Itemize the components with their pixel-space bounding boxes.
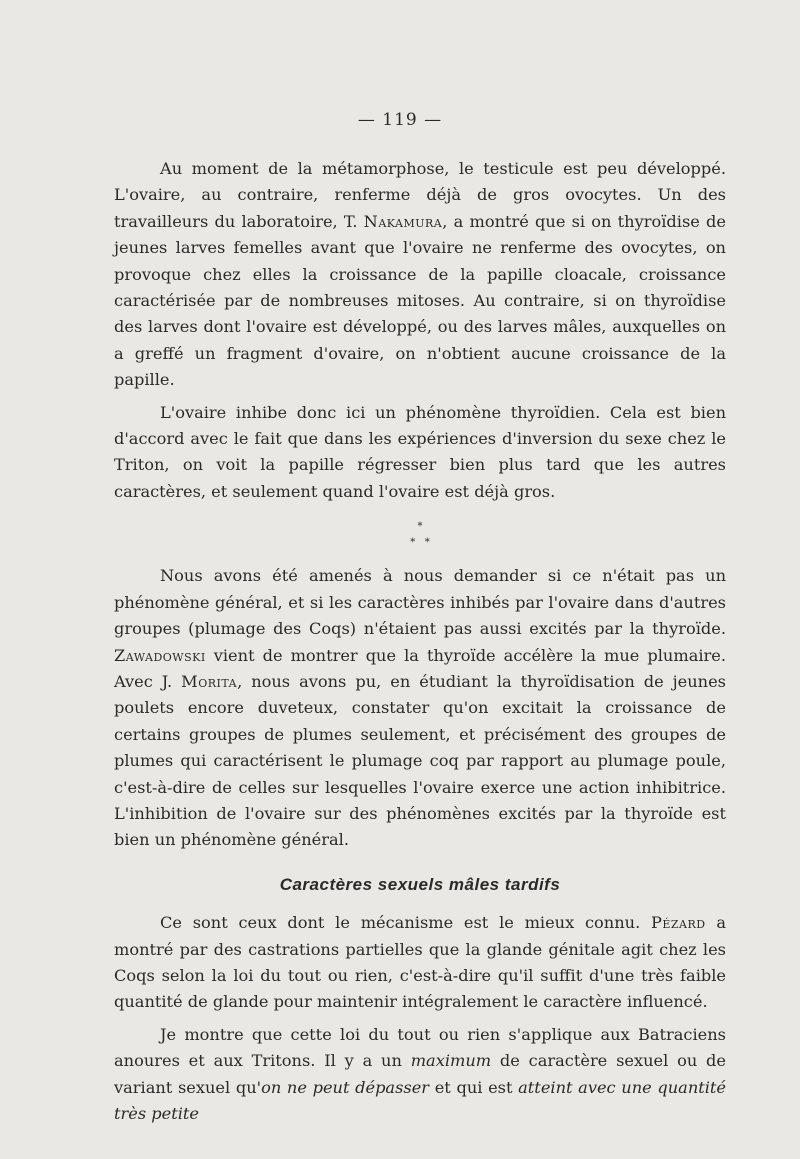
author-name: Zawadowski — [114, 645, 206, 665]
paragraph-2: L'ovaire inhibe donc ici un phénomène thyroïdien. Cela est bien d'accord avec le fait que dans les expériences d'inversion du sexe chez le Triton, on voit la papille régresser bien plus tard que les autres caractères, et seulement quand l'ovaire est déjà gros. — [114, 402, 726, 501]
paragraph-5: Je montre que cette loi du tout ou rien s'applique aux Batraciens anoures et aux Tritons. Il y a un maximum de caractère sexuel ou de variant sexuel qu'on ne peut dépasser et qui est atteint avec une quantité très petite — [114, 1024, 727, 1123]
paragraph-3: Nous avons été amenés à nous demander si ce n'était pas un phénomène général, et si les caractères inhibés par l'ovaire dans d'autres groupes (plumage des Coqs) n'étaient pas aussi excités par la thyroïde. Zawadowski vient de montrer que la thyroïde accélère la mue plumaire. Avec J. Morita, nous avons pu, en étudiant la thyroïdisation de jeunes poulets encore duveteux, constater qu'on excitait la croissance de certains groupes de plumes seulement, et précisément des groupes de plumes qui caractérisent le plumage coq par rapport au plumage poule, c'est-à-dire de celles sur lesquelles l'ovaire exerce une action inhibitrice. L'inhibition de l'ovaire sur des phénomènes excités par la thyroïde est bien un phénomène général. — [114, 566, 726, 850]
body-text — [114, 156, 726, 1127]
author-name: Pézard — [650, 913, 706, 933]
author-name: Morita — [181, 671, 238, 691]
page-number: — 119 — — [357, 110, 443, 130]
section-heading: Caractères sexuels mâles tardifs — [279, 874, 561, 894]
paragraph-4: Ce sont ceux dont le mécanisme est le mieux connu. Pézard a montré par des castrations partielles que la glande génitale agit chez les Coqs selon la loi du tout ou rien, c'est-à-dire qu'il suffit d'une très faible quantité de glande pour maintenir intégralement le caractère influencé. — [114, 913, 726, 1012]
author-name: Nakamura — [363, 211, 443, 231]
paragraph-1: Au moment de la métamorphose, le testicule est peu développé. L'ovaire, au contraire, renferme déjà de gros ovocytes. Un des travailleurs du laboratoire, T. Nakamura, a montré que si on thyroïdise de jeunes larves femelles avant que l'ovaire ne renferme des ovocytes, on provoque chez elles la croissance de la papille cloacale, croissance caractérisée par de nombreuses mitoses. Au contraire, si on thyroïdise des larves dont l'ovaire est développé, ou des larves mâles, auxquelles on a greffé un fragment d'ovaire, on n'obtient aucune croissance de la papille. — [114, 159, 726, 390]
section-separator: * * * — [410, 521, 430, 549]
